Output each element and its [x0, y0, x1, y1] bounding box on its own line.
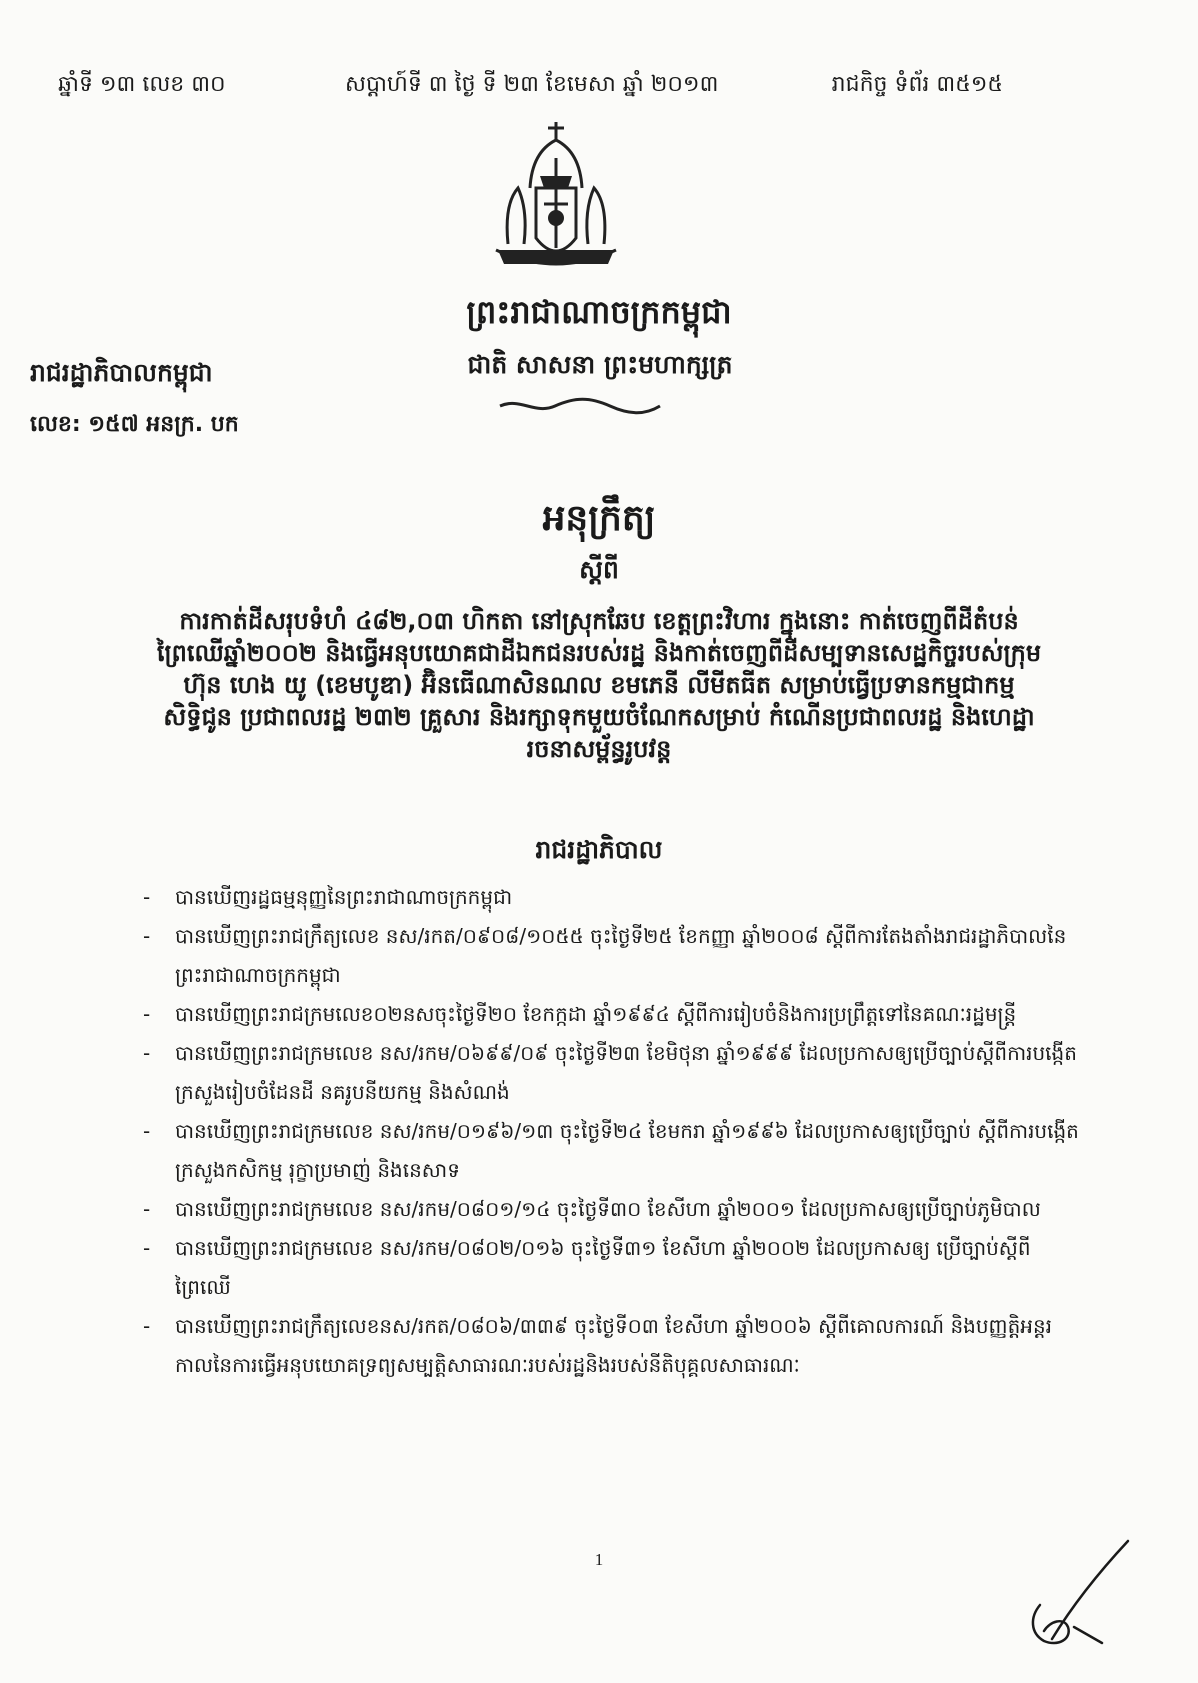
- national-motto: ជាតិ សាសនា ព្រះមហាក្សត្រ: [467, 350, 733, 379]
- decree-subject: ការកាត់ដីសរុបទំហំ ៤៨២,០៣ ហិកតា នៅស្រុកឆែប ខេត្តព្រះវិហារ ក្នុងនោះ កាត់ចេញពីដីតំបន់ព្រៃឈើឆ្នាំ២០០២ និងធ្វើអនុបយោគជាដីឯកជនរបស់រដ្ឋ និងកាត់ចេញពីដីសម្បទានសេដ្ឋកិច្ចរបស់ក្រុមហ៊ុន ហេង យូ (ខេមបូឌា) អ៊ិនធើណាសិនណល ខមភេនី លីមីតធីត សម្រាប់ធ្វើប្រទានកម្មជាកម្មសិទ្ធិជូន ប្រជាពលរដ្ឋ ២៣២ គ្រួសារ និងរក្សាទុកមួយចំណែកសម្រាប់ កំណើនប្រជាពលរដ្ឋ និងហេដ្ឋារចនាសម្ព័ន្ធរូបវន្ត: [156, 607, 1042, 763]
- document-number: លេខ: ១៥៧ អនក្រ. បក: [30, 412, 239, 437]
- section-heading: រាជរដ្ឋាភិបាល: [535, 835, 663, 864]
- preamble-item: - បានឃើញព្រះរាជក្រមលេខ នស/រកម/០៨០១/១៤ ចុះថ្ងៃទី៣០ ខែសីហា ឆ្នាំ២០០១ ដែលប្រកាសឲ្យប្រើច្បាប់ភូមិបាល: [143, 1190, 1083, 1229]
- preamble-list: [143, 878, 1083, 1385]
- preamble-item: - បានឃើញព្រះរាជក្រឹត្យលេខ នស/រកត/០៩០៨/១០៥៥ ចុះថ្ងៃទី២៥ ខែកញ្ញា ឆ្នាំ២០០៨ ស្តីពីការតែងតាំងរាជរដ្ឋាភិបាលនៃព្រះរាជាណាចក្រកម្ពុជា: [143, 917, 1083, 995]
- preamble-item: - បានឃើញព្រះរាជក្រមលេខ នស/រកម/០៦៩៩/០៩ ចុះថ្ងៃទី២៣ ខែមិថុនា ឆ្នាំ១៩៩៩ ដែលប្រកាសឲ្យប្រើច្បាប់ស្តីពីការបង្កើតក្រសួងរៀបចំដែនដី នគរូបនីយកម្ម និងសំណង់: [143, 1034, 1083, 1112]
- about-label: ស្តីពី: [579, 555, 619, 584]
- document-title: អនុក្រឹត្យ: [542, 498, 656, 539]
- preamble-item: - បានឃើញរដ្ឋធម្មនុញ្ញនៃព្រះរាជាណាចក្រកម្ពុជា: [143, 878, 1083, 917]
- gazette-page: រាជកិច្ច ទំព័រ ៣៥១៥: [831, 72, 1003, 97]
- ornament-divider-icon: [495, 395, 665, 417]
- gazette-date: សប្តាហ៍ទី ៣ ថ្ងៃ ទី ២៣ ខែមេសា ឆ្នាំ ២០១៣: [345, 72, 719, 97]
- gazette-year-number: ឆ្នាំទី ១៣ លេខ ៣០: [58, 72, 226, 97]
- handwritten-initial-icon: [1000, 1535, 1140, 1655]
- kingdom-name: ព្រះរាជាណាចក្រកម្ពុជា: [466, 293, 732, 331]
- government-label: រាជរដ្ឋាភិបាលកម្ពុជា: [30, 358, 213, 387]
- preamble-item: - បានឃើញព្រះរាជក្រមលេខ០២នសចុះថ្ងៃទី២០ ខែកក្កដា ឆ្នាំ១៩៩៤ ស្តីពីការរៀបចំនិងការប្រព្រឹត្តទៅនៃគណៈរដ្ឋមន្ត្រី: [143, 995, 1083, 1034]
- preamble-item: - បានឃើញព្រះរាជក្រឹត្យលេខនស/រកត/០៨០៦/៣៣៩ ចុះថ្ងៃទី០៣ ខែសីហា ឆ្នាំ២០០៦ ស្តីពីគោលការណ៍ និងបញ្ញត្តិអន្តរកាលនៃការធ្វើអនុបយោគទ្រព្យសម្បត្តិសាធារណៈរបស់រដ្ឋនិងរបស់នីតិបុគ្គលសាធារណៈ: [143, 1307, 1083, 1385]
- page-number: 1: [594, 1550, 604, 1569]
- preamble-item: - បានឃើញព្រះរាជក្រមលេខ នស/រកម/០១៩៦/១៣ ចុះថ្ងៃទី២៤ ខែមករា ឆ្នាំ១៩៩៦ ដែលប្រកាសឲ្យប្រើច្បាប់ ស្តីពីការបង្កើតក្រសួងកសិកម្ម រុក្ខាប្រមាញ់ និងនេសាទ: [143, 1112, 1083, 1190]
- royal-coat-of-arms-icon: [478, 118, 634, 278]
- preamble-item: - បានឃើញព្រះរាជក្រមលេខ នស/រកម/០៨០២/០១៦ ចុះថ្ងៃទី៣១ ខែសីហា ឆ្នាំ២០០២ ដែលប្រកាសឲ្យ ប្រើច្បាប់ស្តីពីព្រៃឈើ: [143, 1229, 1083, 1307]
